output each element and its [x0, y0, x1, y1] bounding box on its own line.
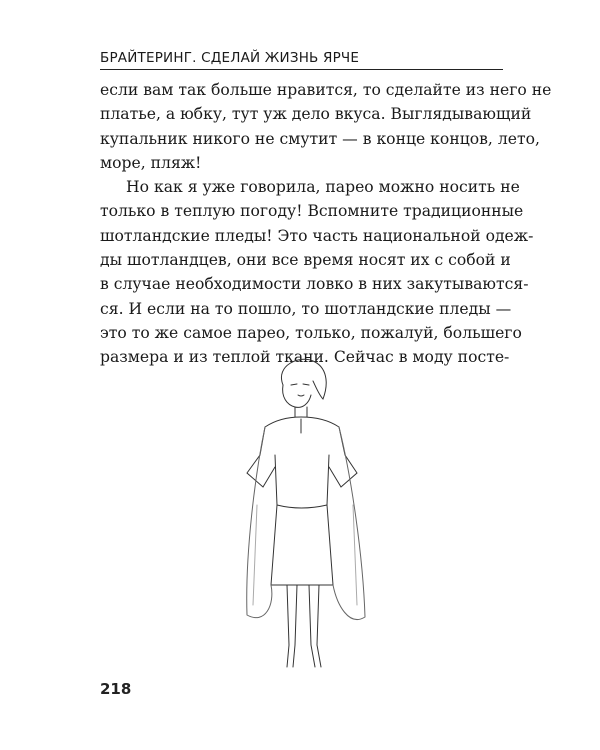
- text-line: платье, а юбку, тут уж дело вкуса. Выглядывающий: [100, 105, 532, 124]
- text-line: ся. И если на то пошло, то шотландские пледы —: [100, 299, 512, 318]
- text-line: шотландские пледы! Это часть национальной одеж-: [100, 226, 534, 245]
- running-header: БРАЙТЕРИНГ. СДЕЛАЙ ЖИЗНЬ ЯРЧЕ: [100, 50, 503, 70]
- page-number: 218: [100, 680, 132, 698]
- text-line: размера и из теплой ткани. Сейчас в моду посте-: [100, 348, 510, 367]
- text-line: купальник никого не смутит — в конце концов, лето,: [100, 129, 540, 148]
- text-line: если вам так больше нравится, то сделайте из него не: [100, 81, 552, 99]
- text-line: в случае необходимости ловко в них закутываются-: [100, 275, 529, 294]
- text-line: ды шотландцев, они все время носят их с собой и: [100, 251, 511, 270]
- text-line: Но как я уже говорила, парео можно носить не: [126, 178, 520, 197]
- text-line: только в теплую погоду! Вспомните традиционные: [100, 202, 524, 221]
- body-text: [100, 78, 552, 370]
- text-line: это то же самое парео, только, пожалуй, большего: [100, 323, 522, 342]
- text-line: море, пляж!: [100, 153, 202, 172]
- fashion-illustration: [205, 355, 405, 685]
